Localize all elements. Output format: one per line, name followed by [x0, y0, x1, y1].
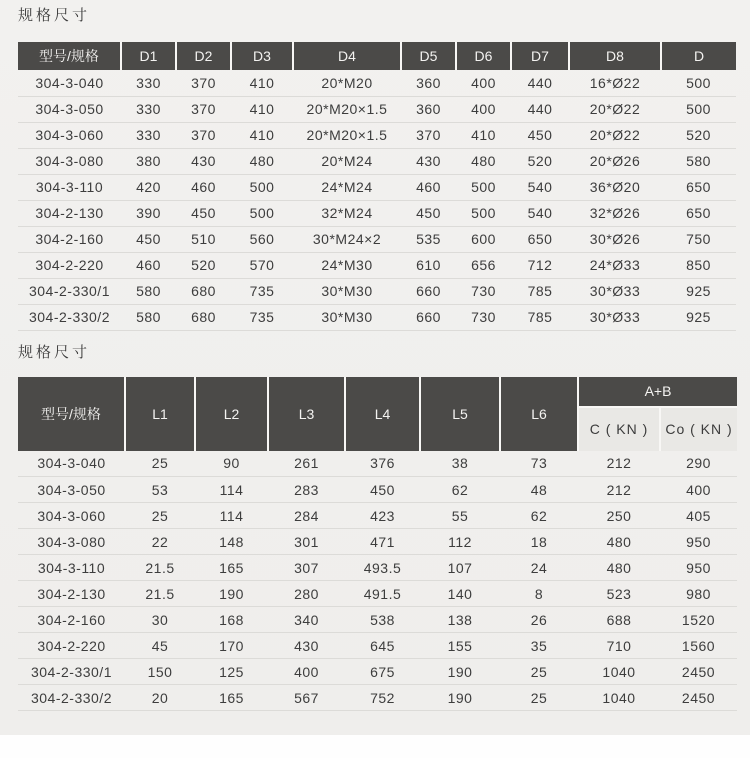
value-cell: 30*Ø33	[569, 278, 661, 304]
value-cell: 650	[661, 200, 736, 226]
model-cell: 304-3-060	[18, 122, 121, 148]
value-cell: 8	[500, 581, 578, 607]
column-header-l4: L4	[345, 377, 420, 451]
value-cell: 1040	[578, 659, 660, 685]
value-cell: 25	[500, 685, 578, 711]
value-cell: 460	[401, 174, 456, 200]
value-cell: 680	[176, 304, 231, 330]
value-cell: 32*Ø26	[569, 200, 661, 226]
value-cell: 950	[660, 529, 737, 555]
column-header-l2: L2	[195, 377, 268, 451]
value-cell: 400	[456, 70, 511, 96]
table-row	[18, 607, 737, 633]
column-header-d6: D6	[456, 42, 511, 70]
value-cell: 1520	[660, 607, 737, 633]
value-cell: 20*Ø22	[569, 122, 661, 148]
value-cell: 688	[578, 607, 660, 633]
value-cell: 660	[401, 304, 456, 330]
column-header-d1: D1	[121, 42, 176, 70]
value-cell: 450	[401, 200, 456, 226]
model-cell: 304-2-160	[18, 607, 125, 633]
value-cell: 523	[578, 581, 660, 607]
model-cell: 304-3-050	[18, 96, 121, 122]
table-row	[18, 685, 737, 711]
value-cell: 471	[345, 529, 420, 555]
value-cell: 2450	[660, 659, 737, 685]
column-header-d8: D8	[569, 42, 661, 70]
value-cell: 480	[231, 148, 293, 174]
table-body	[18, 451, 737, 711]
value-cell: 284	[268, 503, 345, 529]
table-row	[18, 451, 737, 477]
table-row	[18, 148, 736, 174]
value-cell: 170	[195, 633, 268, 659]
value-cell: 370	[176, 70, 231, 96]
value-cell: 430	[268, 633, 345, 659]
model-cell: 304-3-050	[18, 477, 125, 503]
value-cell: 360	[401, 70, 456, 96]
value-cell: 1040	[578, 685, 660, 711]
value-cell: 405	[660, 503, 737, 529]
value-cell: 212	[578, 451, 660, 477]
value-cell: 410	[231, 122, 293, 148]
value-cell: 580	[661, 148, 736, 174]
column-header-d4: D4	[293, 42, 401, 70]
value-cell: 491.5	[345, 581, 420, 607]
value-cell: 410	[231, 96, 293, 122]
value-cell: 190	[420, 685, 500, 711]
value-cell: 20	[125, 685, 195, 711]
value-cell: 540	[511, 200, 569, 226]
column-header-d3: D3	[231, 42, 293, 70]
column-header-d7: D7	[511, 42, 569, 70]
column-header-l5: L5	[420, 377, 500, 451]
value-cell: 307	[268, 555, 345, 581]
value-cell: 25	[125, 451, 195, 477]
value-cell: 21.5	[125, 555, 195, 581]
value-cell: 680	[176, 278, 231, 304]
model-cell: 304-2-130	[18, 581, 125, 607]
value-cell: 500	[456, 174, 511, 200]
value-cell: 90	[195, 451, 268, 477]
value-cell: 1560	[660, 633, 737, 659]
value-cell: 430	[401, 148, 456, 174]
value-cell: 925	[661, 304, 736, 330]
value-cell: 600	[456, 226, 511, 252]
column-header-model: 型号/规格	[18, 377, 125, 451]
value-cell: 493.5	[345, 555, 420, 581]
value-cell: 20*Ø22	[569, 96, 661, 122]
column-header-d2: D2	[176, 42, 231, 70]
table-row	[18, 122, 736, 148]
value-cell: 250	[578, 503, 660, 529]
value-cell: 925	[661, 278, 736, 304]
value-cell: 710	[578, 633, 660, 659]
column-header-co-kn: Co ( KN )	[660, 407, 737, 451]
value-cell: 675	[345, 659, 420, 685]
table-row	[18, 278, 736, 304]
value-cell: 330	[121, 96, 176, 122]
value-cell: 480	[578, 555, 660, 581]
table-row	[18, 200, 736, 226]
value-cell: 460	[176, 174, 231, 200]
value-cell: 24*M30	[293, 252, 401, 278]
value-cell: 650	[661, 174, 736, 200]
column-header-d: D	[661, 42, 736, 70]
table-row	[18, 503, 737, 529]
value-cell: 24*M24	[293, 174, 401, 200]
column-header-d5: D5	[401, 42, 456, 70]
value-cell: 430	[176, 148, 231, 174]
model-cell: 304-3-060	[18, 503, 125, 529]
value-cell: 73	[500, 451, 578, 477]
value-cell: 330	[121, 70, 176, 96]
section-title-2: 规格尺寸	[18, 343, 91, 361]
value-cell: 510	[176, 226, 231, 252]
value-cell: 36*Ø20	[569, 174, 661, 200]
value-cell: 730	[456, 304, 511, 330]
value-cell: 570	[231, 252, 293, 278]
value-cell: 750	[661, 226, 736, 252]
value-cell: 450	[176, 200, 231, 226]
value-cell: 450	[345, 477, 420, 503]
value-cell: 25	[500, 659, 578, 685]
value-cell: 212	[578, 477, 660, 503]
value-cell: 480	[578, 529, 660, 555]
value-cell: 460	[121, 252, 176, 278]
value-cell: 21.5	[125, 581, 195, 607]
model-cell: 304-3-040	[18, 70, 121, 96]
value-cell: 20*Ø26	[569, 148, 661, 174]
table-row	[18, 529, 737, 555]
dimensions-table-l	[18, 377, 737, 712]
value-cell: 140	[420, 581, 500, 607]
table-row	[18, 555, 737, 581]
value-cell: 580	[121, 304, 176, 330]
value-cell: 785	[511, 304, 569, 330]
value-cell: 850	[661, 252, 736, 278]
model-cell: 304-3-040	[18, 451, 125, 477]
value-cell: 190	[420, 659, 500, 685]
header-row-1	[18, 377, 737, 407]
value-cell: 660	[401, 278, 456, 304]
value-cell: 290	[660, 451, 737, 477]
table-row	[18, 174, 736, 200]
value-cell: 330	[121, 122, 176, 148]
value-cell: 114	[195, 503, 268, 529]
value-cell: 62	[420, 477, 500, 503]
value-cell: 20*M24	[293, 148, 401, 174]
value-cell: 53	[125, 477, 195, 503]
value-cell: 24*Ø33	[569, 252, 661, 278]
table-row	[18, 304, 736, 330]
model-cell: 304-2-220	[18, 633, 125, 659]
model-cell: 304-3-110	[18, 555, 125, 581]
value-cell: 62	[500, 503, 578, 529]
value-cell: 168	[195, 607, 268, 633]
value-cell: 25	[125, 503, 195, 529]
value-cell: 107	[420, 555, 500, 581]
value-cell: 48	[500, 477, 578, 503]
column-header-model: 型号/规格	[18, 42, 121, 70]
value-cell: 22	[125, 529, 195, 555]
model-cell: 304-2-220	[18, 252, 121, 278]
value-cell: 650	[511, 226, 569, 252]
value-cell: 520	[176, 252, 231, 278]
value-cell: 138	[420, 607, 500, 633]
value-cell: 20*M20	[293, 70, 401, 96]
column-header-c-kn: C ( KN )	[578, 407, 660, 451]
section-title-1: 规格尺寸	[18, 7, 91, 24]
value-cell: 950	[660, 555, 737, 581]
value-cell: 500	[661, 96, 736, 122]
value-cell: 535	[401, 226, 456, 252]
value-cell: 190	[195, 581, 268, 607]
value-cell: 730	[456, 278, 511, 304]
value-cell: 520	[511, 148, 569, 174]
model-cell: 304-2-330/2	[18, 304, 121, 330]
value-cell: 301	[268, 529, 345, 555]
value-cell: 30*Ø26	[569, 226, 661, 252]
value-cell: 30*M30	[293, 278, 401, 304]
value-cell: 155	[420, 633, 500, 659]
model-cell: 304-3-080	[18, 148, 121, 174]
model-cell: 304-2-330/1	[18, 659, 125, 685]
value-cell: 376	[345, 451, 420, 477]
table-row	[18, 226, 736, 252]
value-cell: 55	[420, 503, 500, 529]
model-cell: 304-3-080	[18, 529, 125, 555]
value-cell: 18	[500, 529, 578, 555]
value-cell: 38	[420, 451, 500, 477]
value-cell: 114	[195, 477, 268, 503]
table-row	[18, 96, 736, 122]
dimensions-table-d	[18, 42, 736, 331]
value-cell: 735	[231, 278, 293, 304]
column-header-l6: L6	[500, 377, 578, 451]
table-row	[18, 633, 737, 659]
value-cell: 340	[268, 607, 345, 633]
value-cell: 280	[268, 581, 345, 607]
table-row	[18, 581, 737, 607]
value-cell: 410	[456, 122, 511, 148]
column-header-l3: L3	[268, 377, 345, 451]
value-cell: 520	[661, 122, 736, 148]
value-cell: 165	[195, 685, 268, 711]
page-bottom-margin	[0, 735, 750, 758]
value-cell: 656	[456, 252, 511, 278]
value-cell: 30	[125, 607, 195, 633]
value-cell: 735	[231, 304, 293, 330]
value-cell: 112	[420, 529, 500, 555]
value-cell: 580	[121, 278, 176, 304]
value-cell: 360	[401, 96, 456, 122]
value-cell: 423	[345, 503, 420, 529]
table-row	[18, 659, 737, 685]
value-cell: 450	[121, 226, 176, 252]
value-cell: 370	[401, 122, 456, 148]
value-cell: 20*M20×1.5	[293, 122, 401, 148]
value-cell: 410	[231, 70, 293, 96]
value-cell: 261	[268, 451, 345, 477]
value-cell: 390	[121, 200, 176, 226]
value-cell: 370	[176, 122, 231, 148]
value-cell: 283	[268, 477, 345, 503]
value-cell: 440	[511, 96, 569, 122]
value-cell: 500	[231, 174, 293, 200]
value-cell: 440	[511, 70, 569, 96]
value-cell: 420	[121, 174, 176, 200]
value-cell: 16*Ø22	[569, 70, 661, 96]
header-row	[18, 42, 736, 70]
value-cell: 538	[345, 607, 420, 633]
model-cell: 304-3-110	[18, 174, 121, 200]
value-cell: 645	[345, 633, 420, 659]
value-cell: 785	[511, 278, 569, 304]
value-cell: 752	[345, 685, 420, 711]
value-cell: 150	[125, 659, 195, 685]
value-cell: 148	[195, 529, 268, 555]
value-cell: 400	[660, 477, 737, 503]
value-cell: 30*M30	[293, 304, 401, 330]
value-cell: 380	[121, 148, 176, 174]
value-cell: 400	[456, 96, 511, 122]
table-row	[18, 252, 736, 278]
value-cell: 24	[500, 555, 578, 581]
value-cell: 370	[176, 96, 231, 122]
model-cell: 304-2-130	[18, 200, 121, 226]
value-cell: 30*M24×2	[293, 226, 401, 252]
value-cell: 480	[456, 148, 511, 174]
value-cell: 400	[268, 659, 345, 685]
value-cell: 35	[500, 633, 578, 659]
value-cell: 45	[125, 633, 195, 659]
value-cell: 560	[231, 226, 293, 252]
value-cell: 450	[511, 122, 569, 148]
value-cell: 540	[511, 174, 569, 200]
model-cell: 304-2-330/2	[18, 685, 125, 711]
table-row	[18, 477, 737, 503]
value-cell: 165	[195, 555, 268, 581]
value-cell: 610	[401, 252, 456, 278]
value-cell: 980	[660, 581, 737, 607]
value-cell: 567	[268, 685, 345, 711]
value-cell: 125	[195, 659, 268, 685]
value-cell: 500	[231, 200, 293, 226]
model-cell: 304-2-330/1	[18, 278, 121, 304]
column-header-l1: L1	[125, 377, 195, 451]
value-cell: 32*M24	[293, 200, 401, 226]
value-cell: 500	[456, 200, 511, 226]
table-body	[18, 70, 736, 330]
column-group-header-ab: A+B	[578, 377, 737, 407]
value-cell: 20*M20×1.5	[293, 96, 401, 122]
value-cell: 30*Ø33	[569, 304, 661, 330]
model-cell: 304-2-160	[18, 226, 121, 252]
value-cell: 26	[500, 607, 578, 633]
table-row	[18, 70, 736, 96]
value-cell: 500	[661, 70, 736, 96]
value-cell: 712	[511, 252, 569, 278]
value-cell: 2450	[660, 685, 737, 711]
